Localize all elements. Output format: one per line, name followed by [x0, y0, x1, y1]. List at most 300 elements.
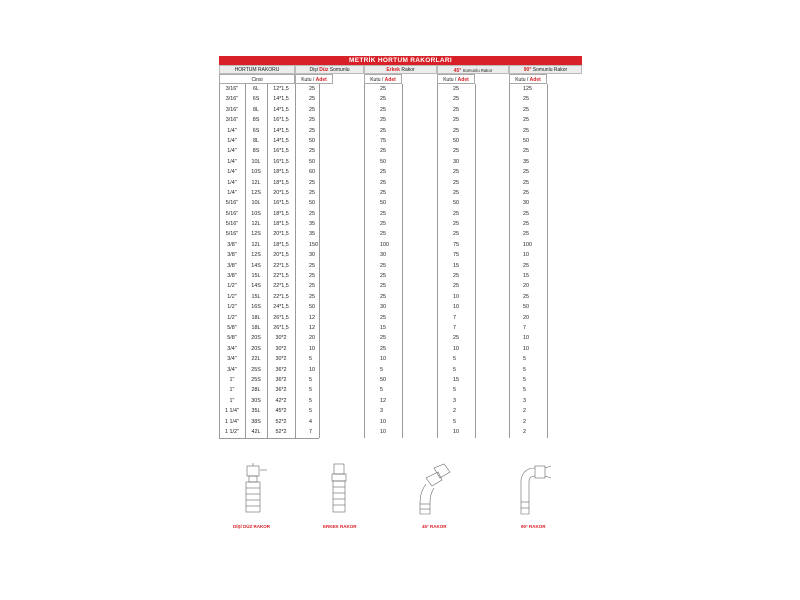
cell-45-adet: 10 — [453, 428, 459, 435]
cell-90-adet: 125 — [523, 86, 532, 92]
cell-boyut: 1 1/4" — [225, 408, 239, 415]
cell-90-adet: 25 — [523, 262, 529, 269]
table-row — [219, 344, 582, 354]
cell-dis: 20*1,5 — [273, 231, 289, 238]
table-row — [219, 302, 582, 312]
cell-cinsi: 12L — [251, 221, 261, 228]
cell-boyut: 5/16" — [225, 221, 239, 228]
grid-line — [402, 84, 403, 438]
cell-boyut: 3/16" — [225, 96, 239, 103]
cell-90-adet: 3 — [523, 397, 526, 404]
cell-boyut: 5/8" — [227, 335, 237, 342]
cell-45-adet: 25 — [453, 148, 459, 155]
cell-disi-duz-adet: 10 — [309, 345, 315, 352]
cell-disi-duz-adet: 20 — [309, 335, 315, 342]
cell-boyut: 5/8" — [227, 324, 237, 331]
cell-45-adet: 25 — [453, 189, 459, 196]
cell-disi-duz-adet: 25 — [309, 210, 315, 217]
cell-45-adet: 25 — [453, 335, 459, 342]
cell-90-adet: 2 — [523, 408, 526, 415]
table-row — [219, 178, 582, 188]
cell-cinsi: 30S — [251, 397, 261, 404]
cell-erkek-adet: 30 — [380, 252, 386, 259]
cell-90-adet: 20 — [523, 314, 529, 321]
cell-boyut: 1/4" — [227, 169, 237, 176]
adet-label: Adet — [457, 77, 469, 83]
cell-disi-duz-adet: 25 — [309, 106, 315, 113]
cell-cinsi: 6S — [252, 96, 260, 103]
table-row — [219, 198, 582, 208]
header-90-b: Somunlu Rakor — [532, 67, 568, 73]
cell-boyut: 1/4" — [227, 189, 237, 196]
cell-45-adet: 25 — [453, 127, 459, 134]
header-90-a: 90° — [523, 67, 532, 73]
cell-erkek-adet: 25 — [380, 169, 386, 176]
cell-dis: 24*1,5 — [273, 304, 289, 311]
subheader-kutu-3 — [437, 74, 475, 84]
cell-cinsi: 15L — [251, 273, 261, 280]
table-row — [219, 375, 582, 385]
cell-erkek-adet: 3 — [380, 408, 383, 415]
slash-label: / — [311, 77, 316, 83]
cell-boyut: 1/4" — [227, 127, 237, 134]
cell-erkek-adet: 25 — [380, 283, 386, 290]
cell-disi-duz-adet: 25 — [309, 189, 315, 196]
cell-45-adet: 10 — [453, 293, 459, 300]
cell-erkek-adet: 50 — [380, 200, 386, 207]
table-row — [219, 281, 582, 291]
table-row — [219, 94, 582, 104]
cell-boyut: 1/2" — [227, 304, 237, 311]
grid-line — [219, 84, 220, 438]
cell-cinsi: 18L — [251, 314, 261, 321]
table-row — [219, 167, 582, 177]
cell-erkek-adet: 25 — [380, 293, 386, 300]
cell-45-adet: 15 — [453, 376, 459, 383]
cell-cinsi: 8L — [253, 106, 259, 113]
cell-45-adet: 10 — [453, 304, 459, 311]
adet-label: Adet — [384, 77, 396, 83]
cell-cinsi: 6L — [253, 86, 259, 92]
table-row — [219, 146, 582, 156]
cell-dis: 14*1,5 — [273, 127, 289, 134]
cell-dis: 16*1,5 — [273, 158, 289, 165]
cell-45-adet: 25 — [453, 117, 459, 124]
cell-cinsi: 10L — [251, 200, 261, 207]
cell-90-adet: 5 — [523, 356, 526, 363]
cell-90-adet: 10 — [523, 345, 529, 352]
cell-dis: 36*2 — [275, 387, 287, 394]
cell-boyut: 1" — [229, 387, 235, 394]
grid-line — [267, 84, 268, 438]
cell-boyut: 5/16" — [225, 210, 239, 217]
cell-erkek-adet: 25 — [380, 117, 386, 124]
header-row — [219, 65, 582, 74]
table-row — [219, 396, 582, 406]
cell-90-adet: 25 — [523, 210, 529, 217]
cell-boyut: 1/4" — [227, 148, 237, 155]
kutu-label: Kutu — [301, 77, 312, 83]
cell-erkek-adet: 25 — [380, 96, 386, 103]
cell-disi-duz-adet: 25 — [309, 127, 315, 134]
cell-dis: 18*1,5 — [273, 241, 289, 248]
cell-dis: 14*1,5 — [273, 106, 289, 113]
cell-90-adet: 5 — [523, 387, 526, 394]
cell-boyut: 5/16" — [225, 231, 239, 238]
cell-90-adet: 25 — [523, 96, 529, 103]
grid-line — [475, 84, 476, 438]
cell-45-adet: 10 — [453, 345, 459, 352]
kutu-label: Kutu — [515, 77, 526, 83]
cell-disi-duz-adet: 10 — [309, 366, 315, 373]
cell-45-adet: 5 — [453, 418, 456, 425]
cell-90-adet: 25 — [523, 231, 529, 238]
cell-erkek-adet: 25 — [380, 210, 386, 217]
cell-45-adet: 50 — [453, 200, 459, 207]
cell-boyut: 3/16" — [225, 117, 239, 124]
cell-90-adet: 10 — [523, 335, 529, 342]
grid-line — [295, 84, 296, 438]
cell-dis: 30*2 — [275, 356, 287, 363]
adet-label: Adet — [529, 77, 541, 83]
cell-disi-duz-adet: 25 — [309, 273, 315, 280]
cell-dis: 18*1,5 — [273, 210, 289, 217]
female-straight-fitting-drawing — [233, 462, 273, 522]
cell-90-adet: 30 — [523, 200, 529, 207]
cell-cinsi: 20S — [251, 335, 261, 342]
cell-erkek-adet: 25 — [380, 273, 386, 280]
cell-cinsi: 42L — [251, 428, 261, 435]
table-body — [219, 84, 582, 438]
cell-90-adet: 100 — [523, 241, 532, 248]
cell-erkek-adet: 5 — [380, 366, 383, 373]
caption-erkek: ERKEK RAKOR — [323, 524, 357, 529]
cell-cinsi: 10S — [251, 210, 261, 217]
cell-45-adet: 25 — [453, 221, 459, 228]
cell-dis: 16*1,5 — [273, 148, 289, 155]
caption-45: 45° RAKOR — [422, 524, 447, 529]
cell-90-adet: 7 — [523, 324, 526, 331]
cell-90-adet: 25 — [523, 148, 529, 155]
cell-disi-duz-adet: 35 — [309, 221, 315, 228]
table-title: METRİK HORTUM RAKORLARI — [219, 56, 582, 65]
cell-45-adet: 25 — [453, 169, 459, 176]
cell-dis: 18*1,5 — [273, 179, 289, 186]
subheader-kutu-2 — [364, 74, 402, 84]
cell-erkek-adet: 75 — [380, 137, 386, 144]
cell-disi-duz-adet: 25 — [309, 283, 315, 290]
header-erkek-b: Rakor — [401, 67, 415, 73]
cell-disi-duz-adet: 5 — [309, 356, 312, 363]
cell-disi-duz-adet: 4 — [309, 418, 312, 425]
cell-boyut: 1/4" — [227, 179, 237, 186]
grid-line — [437, 84, 438, 438]
table-row — [219, 292, 582, 302]
header-45 — [437, 65, 509, 74]
cell-cinsi: 18L — [251, 324, 261, 331]
table-row — [219, 126, 582, 136]
cell-boyut: 3/16" — [225, 106, 239, 113]
cell-cinsi: 25S — [251, 366, 261, 373]
cell-cinsi: 14S — [251, 262, 261, 269]
cell-90-adet: 25 — [523, 127, 529, 134]
table-row — [219, 313, 582, 323]
cell-90-adet: 2 — [523, 428, 526, 435]
fittings-table — [219, 56, 582, 438]
cell-disi-duz-adet: 5 — [309, 376, 312, 383]
table-row — [219, 333, 582, 343]
cell-boyut: 1 1/4" — [225, 418, 239, 425]
subheader-cinsi: Cinsi — [219, 74, 295, 84]
cell-disi-duz-adet: 25 — [309, 262, 315, 269]
cell-dis: 22*1,5 — [273, 262, 289, 269]
slash-label: / — [525, 77, 530, 83]
cell-disi-duz-adet: 30 — [309, 252, 315, 259]
cell-boyut: 3/4" — [227, 345, 237, 352]
cell-45-adet: 30 — [453, 158, 459, 165]
cell-erkek-adet: 50 — [380, 376, 386, 383]
cell-90-adet: 25 — [523, 106, 529, 113]
header-disi-b: Düz — [319, 67, 329, 73]
cell-cinsi: 12S — [251, 252, 261, 259]
cell-45-adet: 5 — [453, 356, 456, 363]
cell-erkek-adet: 25 — [380, 148, 386, 155]
cell-45-adet: 25 — [453, 231, 459, 238]
cell-boyut: 1" — [229, 397, 235, 404]
cell-dis: 22*1,5 — [273, 273, 289, 280]
cell-45-adet: 25 — [453, 96, 459, 103]
header-erkek-a: Erkek — [386, 67, 400, 73]
grid-line — [547, 84, 548, 438]
cell-dis: 16*1,5 — [273, 117, 289, 124]
table-row — [219, 261, 582, 271]
kutu-label: Kutu — [370, 77, 381, 83]
cell-erkek-adet: 100 — [380, 241, 389, 248]
cell-erkek-adet: 25 — [380, 86, 386, 92]
cell-cinsi: 10L — [251, 158, 261, 165]
caption-disi-duz: DİŞİ DÜZ RAKOR — [233, 524, 270, 529]
table-row — [219, 365, 582, 375]
cell-90-adet: 10 — [523, 252, 529, 259]
cell-cinsi: 8L — [253, 137, 259, 144]
cell-45-adet: 15 — [453, 262, 459, 269]
slash-label: / — [453, 77, 458, 83]
cell-disi-duz-adet: 12 — [309, 314, 315, 321]
header-90 — [509, 65, 582, 74]
header-disi-a: Dişi — [309, 67, 318, 73]
cell-erkek-adet: 25 — [380, 106, 386, 113]
cell-cinsi: 6S — [252, 127, 260, 134]
cell-boyut: 1/2" — [227, 283, 237, 290]
cell-45-adet: 2 — [453, 408, 456, 415]
kutu-label: Kutu — [443, 77, 454, 83]
cell-erkek-adet: 25 — [380, 189, 386, 196]
cell-45-adet: 25 — [453, 273, 459, 280]
cell-erkek-adet: 25 — [380, 314, 386, 321]
cell-90-adet: 35 — [523, 158, 529, 165]
cell-cinsi: 12S — [251, 189, 261, 196]
cell-disi-duz-adet: 7 — [309, 428, 312, 435]
cell-disi-duz-adet: 25 — [309, 293, 315, 300]
cell-45-adet: 7 — [453, 314, 456, 321]
cell-erkek-adet: 25 — [380, 221, 386, 228]
cell-disi-duz-adet: 50 — [309, 304, 315, 311]
cell-cinsi: 12L — [251, 179, 261, 186]
cell-dis: 20*1,5 — [273, 252, 289, 259]
cell-cinsi: 14S — [251, 283, 261, 290]
cell-disi-duz-adet: 60 — [309, 169, 315, 176]
fitting-45-drawing — [404, 462, 454, 522]
cell-dis: 52*2 — [275, 418, 287, 425]
cell-45-adet: 25 — [453, 210, 459, 217]
cell-90-adet: 50 — [523, 304, 529, 311]
cell-dis: 26*1,5 — [273, 324, 289, 331]
subheader-kutu-1 — [295, 74, 333, 84]
table-row — [219, 115, 582, 125]
cell-45-adet: 75 — [453, 252, 459, 259]
cell-45-adet: 5 — [453, 387, 456, 394]
cell-erkek-adet: 25 — [380, 345, 386, 352]
grid-line — [219, 438, 319, 439]
cell-boyut: 1/4" — [227, 158, 237, 165]
cell-cinsi: 25S — [251, 376, 261, 383]
cell-erkek-adet: 10 — [380, 418, 386, 425]
cell-90-adet: 5 — [523, 376, 526, 383]
cell-cinsi: 8S — [252, 117, 260, 124]
cell-45-adet: 25 — [453, 283, 459, 290]
fitting-90-drawing — [509, 462, 559, 522]
table-row — [219, 417, 582, 427]
cell-boyut: 3/8" — [227, 252, 237, 259]
cell-90-adet: 50 — [523, 137, 529, 144]
grid-line — [509, 84, 510, 438]
cell-cinsi: 8S — [252, 148, 260, 155]
cell-cinsi: 12L — [251, 241, 261, 248]
cell-45-adet: 7 — [453, 324, 456, 331]
cell-dis: 45*2 — [275, 408, 287, 415]
cell-45-adet: 75 — [453, 241, 459, 248]
cell-dis: 12*1,5 — [273, 86, 289, 92]
cell-boyut: 3/8" — [227, 262, 237, 269]
cell-erkek-adet: 50 — [380, 158, 386, 165]
cell-boyut: 3/8" — [227, 273, 237, 280]
cell-disi-duz-adet: 12 — [309, 324, 315, 331]
grid-line — [245, 84, 246, 438]
cell-90-adet: 25 — [523, 221, 529, 228]
cell-boyut: 1" — [229, 376, 235, 383]
cell-90-adet: 25 — [523, 293, 529, 300]
table-row — [219, 157, 582, 167]
cell-disi-duz-adet: 25 — [309, 96, 315, 103]
cell-90-adet: 2 — [523, 418, 526, 425]
table-row — [219, 354, 582, 364]
cell-dis: 22*1,5 — [273, 283, 289, 290]
cell-boyut: 3/4" — [227, 366, 237, 373]
cell-dis: 42*2 — [275, 397, 287, 404]
cell-cinsi: 28L — [251, 387, 261, 394]
cell-cinsi: 38S — [251, 418, 261, 425]
cell-dis: 52*2 — [275, 428, 287, 435]
cell-45-adet: 25 — [453, 86, 459, 92]
cell-disi-duz-adet: 50 — [309, 158, 315, 165]
adet-label: Adet — [315, 77, 327, 83]
cell-90-adet: 25 — [523, 169, 529, 176]
header-disi-duz — [295, 65, 364, 74]
cell-erkek-adet: 10 — [380, 428, 386, 435]
cell-dis: 22*1,5 — [273, 293, 289, 300]
cell-dis: 18*1,5 — [273, 221, 289, 228]
cell-boyut: 1/4" — [227, 137, 237, 144]
cell-disi-duz-adet: 35 — [309, 231, 315, 238]
cell-erkek-adet: 15 — [380, 324, 386, 331]
cell-disi-duz-adet: 25 — [309, 148, 315, 155]
fitting-drawings — [219, 462, 582, 542]
caption-90: 90° RAKOR — [521, 524, 546, 529]
cell-disi-duz-adet: 25 — [309, 86, 315, 92]
cell-erkek-adet: 10 — [380, 356, 386, 363]
cell-boyut: 3/4" — [227, 356, 237, 363]
cell-erkek-adet: 25 — [380, 179, 386, 186]
cell-90-adet: 25 — [523, 189, 529, 196]
cell-45-adet: 3 — [453, 397, 456, 404]
cell-boyut: 1/2" — [227, 314, 237, 321]
cell-dis: 30*2 — [275, 345, 287, 352]
slash-label: / — [380, 77, 385, 83]
table-row — [219, 188, 582, 198]
table-row — [219, 219, 582, 229]
cell-boyut: 5/16" — [225, 200, 239, 207]
cell-dis: 30*2 — [275, 335, 287, 342]
cell-dis: 36*2 — [275, 376, 287, 383]
cell-cinsi: 22L — [251, 356, 261, 363]
header-disi-c: Somunlu — [329, 67, 350, 73]
cell-90-adet: 25 — [523, 179, 529, 186]
cell-erkek-adet: 12 — [380, 397, 386, 404]
cell-erkek-adet: 5 — [380, 387, 383, 394]
cell-disi-duz-adet: 5 — [309, 397, 312, 404]
cell-cinsi: 35L — [251, 408, 261, 415]
cell-disi-duz-adet: 50 — [309, 137, 315, 144]
cell-90-adet: 25 — [523, 117, 529, 124]
table-row — [219, 427, 582, 437]
table-row — [219, 406, 582, 416]
cell-disi-duz-adet: 25 — [309, 179, 315, 186]
table-row — [219, 385, 582, 395]
table-row — [219, 240, 582, 250]
cell-45-adet: 25 — [453, 106, 459, 113]
cell-disi-duz-adet: 5 — [309, 387, 312, 394]
table-row — [219, 209, 582, 219]
cell-45-adet: 50 — [453, 137, 459, 144]
header-erkek — [364, 65, 437, 74]
cell-erkek-adet: 30 — [380, 304, 386, 311]
grid-line — [364, 84, 365, 438]
cell-disi-duz-adet: 50 — [309, 200, 315, 207]
header-hortum-rakoru: HORTUM RAKORU — [219, 65, 295, 74]
cell-boyut: 3/8" — [227, 241, 237, 248]
header-45-a: 45° — [453, 68, 462, 74]
table-row — [219, 229, 582, 239]
cell-dis: 20*1,5 — [273, 189, 289, 196]
cell-erkek-adet: 25 — [380, 335, 386, 342]
cell-dis: 18*1,5 — [273, 169, 289, 176]
cell-cinsi: 16S — [251, 304, 261, 311]
male-fitting-drawing — [319, 462, 359, 522]
cell-boyut: 1 1/2" — [225, 428, 239, 435]
table-row — [219, 136, 582, 146]
cell-90-adet: 20 — [523, 283, 529, 290]
cell-disi-duz-adet: 25 — [309, 117, 315, 124]
